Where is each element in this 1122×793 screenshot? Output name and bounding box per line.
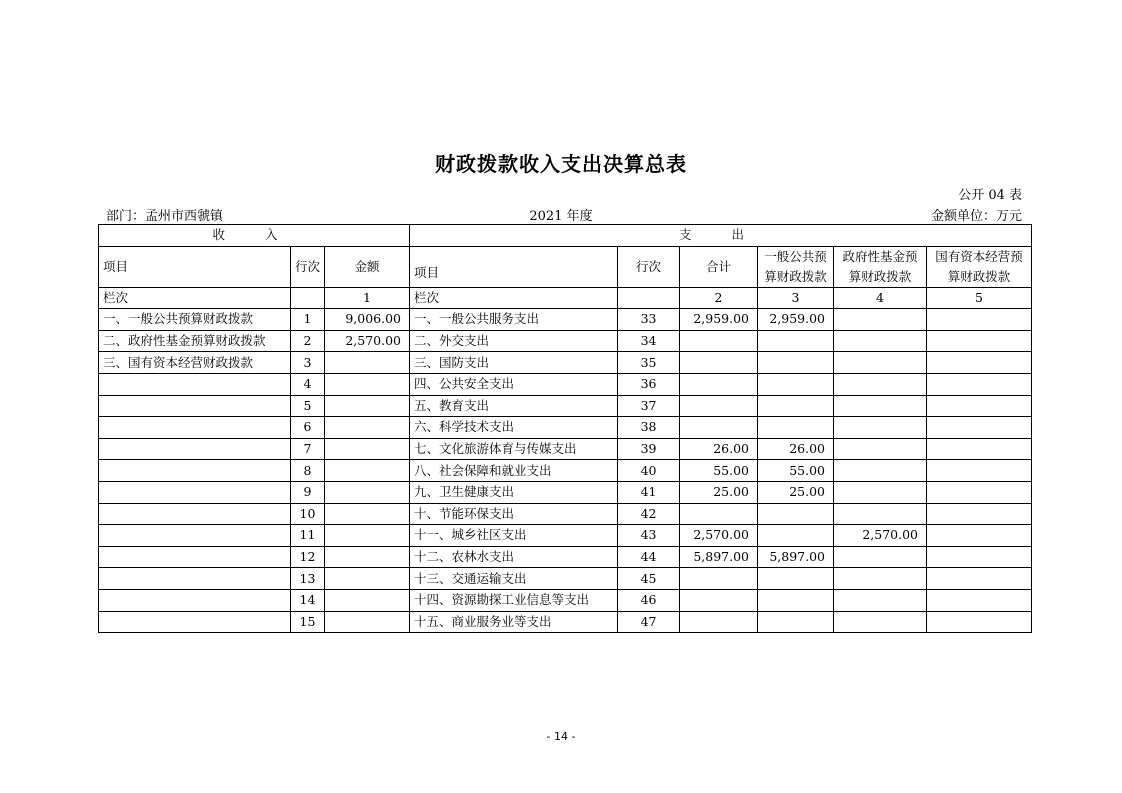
- general-budget-cell: 2,959.00: [758, 309, 834, 331]
- state-capital-cell: [927, 438, 1032, 460]
- expense-rowno-cell: 35: [618, 352, 680, 374]
- general-budget-cell: [758, 417, 834, 439]
- table-row: [99, 481, 1032, 503]
- expense-item-cell: 十三、交通运输支出: [410, 568, 618, 590]
- expense-rowno-cell: 41: [618, 481, 680, 503]
- expense-item-cell: 四、公共安全支出: [410, 373, 618, 395]
- state-capital-cell: [927, 417, 1032, 439]
- state-capital-cell: [927, 546, 1032, 568]
- state-capital-cell: [927, 525, 1032, 547]
- table-row: [99, 546, 1032, 568]
- general-budget-cell: [758, 589, 834, 611]
- gov-fund-cell: 2,570.00: [834, 525, 927, 547]
- expense-rowno-cell: 36: [618, 373, 680, 395]
- income-item-cell: 二、政府性基金预算财政拨款: [99, 330, 291, 352]
- income-item-cell: 一、一般公共预算财政拨款: [99, 309, 291, 331]
- total-cell: 26.00: [680, 438, 758, 460]
- expense-item-cell: 六、科学技术支出: [410, 417, 618, 439]
- general-budget-cell: [758, 395, 834, 417]
- table-row: [99, 568, 1032, 590]
- income-rowno-header: 行次: [291, 246, 325, 287]
- general-budget-cell: [758, 330, 834, 352]
- general-budget-cell: [758, 352, 834, 374]
- income-item-cell: [99, 611, 291, 633]
- state-capital-cell: [927, 373, 1032, 395]
- income-amount-cell: [325, 373, 410, 395]
- finance-summary-table: [98, 224, 1032, 633]
- expense-header: 支 出: [410, 225, 1032, 247]
- income-amount-cell: [325, 568, 410, 590]
- expense-item-cell: 十五、商业服务业等支出: [410, 611, 618, 633]
- state-capital-cell: [927, 330, 1032, 352]
- header-row-columns: [99, 246, 1032, 287]
- income-amount-cell: [325, 352, 410, 374]
- expense-rowno-cell: 45: [618, 568, 680, 590]
- income-item-cell: [99, 481, 291, 503]
- column-index-5: 5: [927, 287, 1032, 309]
- state-capital-cell: [927, 611, 1032, 633]
- table-row: [99, 525, 1032, 547]
- column-label: 栏次: [99, 287, 291, 309]
- column-index-3: 3: [758, 287, 834, 309]
- gov-fund-cell: [834, 417, 927, 439]
- table-row: [99, 460, 1032, 482]
- expense-rowno-cell: 39: [618, 438, 680, 460]
- income-item-cell: 三、国有资本经营财政拨款: [99, 352, 291, 374]
- empty-cell: [291, 287, 325, 309]
- income-item-cell: [99, 395, 291, 417]
- gov-fund-cell: [834, 438, 927, 460]
- income-amount-header: 金额: [325, 246, 410, 287]
- total-cell: 2,570.00: [680, 525, 758, 547]
- income-rowno-cell: 4: [291, 373, 325, 395]
- expense-rowno-cell: 37: [618, 395, 680, 417]
- table-row: [99, 309, 1032, 331]
- income-item-cell: [99, 568, 291, 590]
- table-row: [99, 438, 1032, 460]
- expense-item-cell: 九、卫生健康支出: [410, 481, 618, 503]
- income-rowno-cell: 11: [291, 525, 325, 547]
- expense-rowno-cell: 44: [618, 546, 680, 568]
- total-cell: 2,959.00: [680, 309, 758, 331]
- column-index-row: [99, 287, 1032, 309]
- column-index-2: 2: [680, 287, 758, 309]
- table-row: [99, 611, 1032, 633]
- gov-fund-cell: [834, 373, 927, 395]
- income-amount-cell: [325, 460, 410, 482]
- expense-column-label: 栏次: [410, 287, 618, 309]
- income-item-cell: [99, 589, 291, 611]
- income-amount-cell: 9,006.00: [325, 309, 410, 331]
- state-capital-cell: [927, 395, 1032, 417]
- expense-item-cell: 十、节能环保支出: [410, 503, 618, 525]
- income-rowno-cell: 15: [291, 611, 325, 633]
- income-rowno-cell: 6: [291, 417, 325, 439]
- expense-item-cell: 十一、城乡社区支出: [410, 525, 618, 547]
- general-budget-header: 一般公共预算财政拨款: [758, 246, 834, 287]
- gov-fund-cell: [834, 611, 927, 633]
- gov-fund-cell: [834, 481, 927, 503]
- income-rowno-cell: 12: [291, 546, 325, 568]
- department-label: 部门：孟州市西虢镇: [106, 209, 224, 224]
- gov-fund-cell: [834, 460, 927, 482]
- expense-rowno-cell: 46: [618, 589, 680, 611]
- income-item-cell: [99, 373, 291, 395]
- table-row: [99, 417, 1032, 439]
- total-cell: [680, 589, 758, 611]
- income-item-cell: [99, 417, 291, 439]
- income-item-cell: [99, 460, 291, 482]
- income-rowno-cell: 3: [291, 352, 325, 374]
- income-rowno-cell: 8: [291, 460, 325, 482]
- general-budget-cell: 5,897.00: [758, 546, 834, 568]
- income-rowno-cell: 5: [291, 395, 325, 417]
- income-item-header: 项目: [99, 246, 291, 287]
- gov-fund-cell: [834, 309, 927, 331]
- gov-fund-cell: [834, 330, 927, 352]
- income-amount-cell: [325, 503, 410, 525]
- income-amount-cell: 2,570.00: [325, 330, 410, 352]
- general-budget-cell: 26.00: [758, 438, 834, 460]
- general-budget-cell: [758, 373, 834, 395]
- income-item-cell: [99, 438, 291, 460]
- expense-item-cell: 一、一般公共服务支出: [410, 309, 618, 331]
- income-item-cell: [99, 503, 291, 525]
- table-row: [99, 589, 1032, 611]
- expense-rowno-cell: 43: [618, 525, 680, 547]
- income-amount-cell: [325, 525, 410, 547]
- income-rowno-cell: 13: [291, 568, 325, 590]
- expense-item-header: 项目: [410, 246, 618, 287]
- income-amount-cell: [325, 395, 410, 417]
- state-capital-cell: [927, 309, 1032, 331]
- state-capital-cell: [927, 352, 1032, 374]
- table-row: [99, 395, 1032, 417]
- expense-rowno-cell: 40: [618, 460, 680, 482]
- income-amount-cell: [325, 589, 410, 611]
- income-rowno-cell: 10: [291, 503, 325, 525]
- total-cell: [680, 395, 758, 417]
- state-capital-cell: [927, 481, 1032, 503]
- gov-fund-header: 政府性基金预算财政拨款: [834, 246, 927, 287]
- total-cell: [680, 352, 758, 374]
- expense-rowno-cell: 38: [618, 417, 680, 439]
- fiscal-year: 2021 年度: [529, 209, 593, 224]
- total-cell: [680, 568, 758, 590]
- expense-rowno-header: 行次: [618, 246, 680, 287]
- state-capital-cell: [927, 503, 1032, 525]
- form-number: 公开 04 表: [958, 188, 1022, 203]
- column-index-1: 1: [325, 287, 410, 309]
- expense-item-cell: 三、国防支出: [410, 352, 618, 374]
- table-row: [99, 373, 1032, 395]
- expense-item-cell: 五、教育支出: [410, 395, 618, 417]
- expense-rowno-cell: 33: [618, 309, 680, 331]
- page-number: - 14 -: [546, 730, 576, 743]
- general-budget-cell: [758, 611, 834, 633]
- expense-item-cell: 二、外交支出: [410, 330, 618, 352]
- total-cell: [680, 503, 758, 525]
- income-item-cell: [99, 546, 291, 568]
- amount-unit: 金额单位：万元: [930, 209, 1022, 224]
- total-cell: [680, 611, 758, 633]
- gov-fund-cell: [834, 546, 927, 568]
- total-cell: 5,897.00: [680, 546, 758, 568]
- general-budget-cell: 25.00: [758, 481, 834, 503]
- income-item-cell: [99, 525, 291, 547]
- income-amount-cell: [325, 546, 410, 568]
- expense-rowno-cell: 34: [618, 330, 680, 352]
- state-capital-header: 国有资本经营预算财政拨款: [927, 246, 1032, 287]
- total-cell: [680, 373, 758, 395]
- general-budget-cell: [758, 503, 834, 525]
- income-rowno-cell: 2: [291, 330, 325, 352]
- expense-item-cell: 十四、资源勘探工业信息等支出: [410, 589, 618, 611]
- column-index-4: 4: [834, 287, 927, 309]
- gov-fund-cell: [834, 568, 927, 590]
- income-amount-cell: [325, 611, 410, 633]
- gov-fund-cell: [834, 503, 927, 525]
- income-rowno-cell: 7: [291, 438, 325, 460]
- gov-fund-cell: [834, 395, 927, 417]
- income-rowno-cell: 9: [291, 481, 325, 503]
- general-budget-cell: 55.00: [758, 460, 834, 482]
- expense-item-cell: 十二、农林水支出: [410, 546, 618, 568]
- income-amount-cell: [325, 417, 410, 439]
- total-cell: [680, 330, 758, 352]
- total-cell: [680, 417, 758, 439]
- total-header: 合计: [680, 246, 758, 287]
- general-budget-cell: [758, 525, 834, 547]
- page-title: 财政拨款收入支出决算总表: [435, 152, 687, 176]
- income-rowno-cell: 14: [291, 589, 325, 611]
- gov-fund-cell: [834, 589, 927, 611]
- table-row: [99, 330, 1032, 352]
- expense-rowno-cell: 47: [618, 611, 680, 633]
- income-rowno-cell: 1: [291, 309, 325, 331]
- table-row: [99, 352, 1032, 374]
- expense-item-cell: 七、文化旅游体育与传媒支出: [410, 438, 618, 460]
- income-amount-cell: [325, 438, 410, 460]
- empty-cell: [618, 287, 680, 309]
- expense-item-cell: 八、社会保障和就业支出: [410, 460, 618, 482]
- general-budget-cell: [758, 568, 834, 590]
- state-capital-cell: [927, 568, 1032, 590]
- total-cell: 25.00: [680, 481, 758, 503]
- state-capital-cell: [927, 589, 1032, 611]
- header-row-group: [99, 225, 1032, 247]
- income-amount-cell: [325, 481, 410, 503]
- total-cell: 55.00: [680, 460, 758, 482]
- gov-fund-cell: [834, 352, 927, 374]
- state-capital-cell: [927, 460, 1032, 482]
- table-row: [99, 503, 1032, 525]
- expense-rowno-cell: 42: [618, 503, 680, 525]
- income-header: 收 入: [99, 225, 410, 247]
